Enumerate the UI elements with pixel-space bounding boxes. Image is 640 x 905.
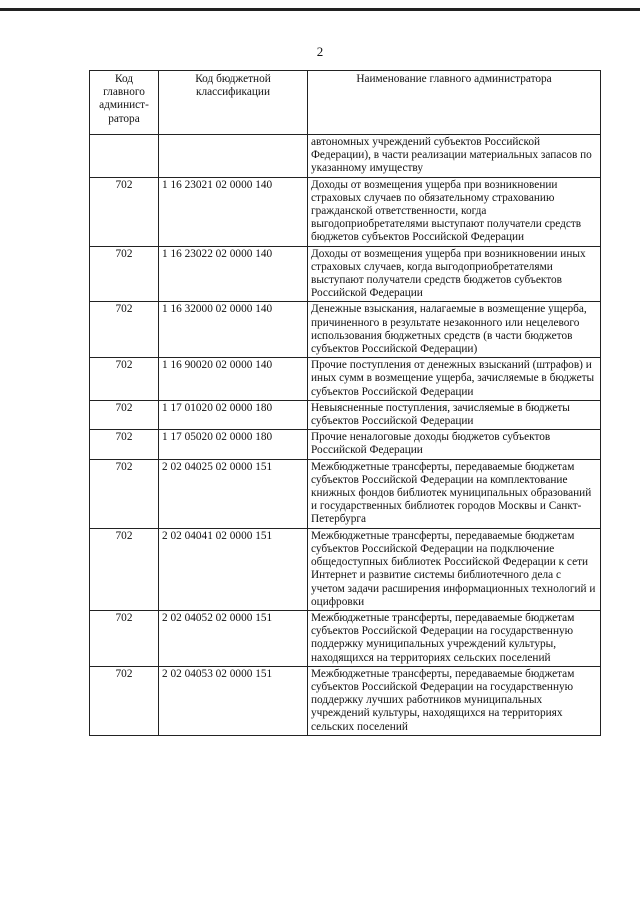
budget-code-cell: 2 02 04053 02 0000 151 <box>159 666 308 735</box>
admin-code-cell: 702 <box>90 177 159 246</box>
admin-code-cell: 702 <box>90 666 159 735</box>
table-row <box>90 135 601 178</box>
table-row <box>90 177 601 246</box>
budget-code-cell: 1 16 90020 02 0000 140 <box>159 358 308 401</box>
admin-code-cell: 702 <box>90 610 159 666</box>
budget-code-cell: 1 16 23021 02 0000 140 <box>159 177 308 246</box>
admin-name-cell: Межбюджетные трансферты, передаваемые бюджетам субъектов Российской Федерации на государственную поддержку лучших работников муниципальных учреждений культуры, находящихся на территориях сельских поселений <box>308 666 601 735</box>
table-row <box>90 610 601 666</box>
table-body <box>90 135 601 736</box>
table-row <box>90 666 601 735</box>
admin-name-cell: Межбюджетные трансферты, передаваемые бюджетам субъектов Российской Федерации на комплектование книжных фондов библиотек муниципальных образований и государственных библиотек городов Москвы и Санкт-Петербурга <box>308 459 601 528</box>
budget-classification-table <box>89 70 601 736</box>
table-row <box>90 400 601 429</box>
admin-name-cell: автономных учреждений субъектов Российской Федерации), в части реализации материальных запасов по указанному имуществу <box>308 135 601 178</box>
table-row <box>90 246 601 302</box>
admin-code-cell: 702 <box>90 302 159 358</box>
admin-code-cell: 702 <box>90 358 159 401</box>
admin-code-cell: 702 <box>90 246 159 302</box>
budget-code-cell: 2 02 04041 02 0000 151 <box>159 528 308 610</box>
header-admin-code: Код главного админист-ратора <box>90 71 159 135</box>
admin-name-cell: Межбюджетные трансферты, передаваемые бюджетам субъектов Российской Федерации на государственную поддержку муниципальных учреждений культуры, находящихся на территориях сельских поселений <box>308 610 601 666</box>
table-row <box>90 528 601 610</box>
budget-code-cell: 2 02 04052 02 0000 151 <box>159 610 308 666</box>
budget-code-cell <box>159 135 308 178</box>
table-row <box>90 459 601 528</box>
table-row <box>90 358 601 401</box>
admin-name-cell: Межбюджетные трансферты, передаваемые бюджетам субъектов Российской Федерации на подключение общедоступных библиотек Российской Федерации к сети Интернет и развитие системы библиотечного дела с учетом задачи расширения информационных технологий и оцифровки <box>308 528 601 610</box>
table-row <box>90 302 601 358</box>
admin-code-cell: 702 <box>90 459 159 528</box>
admin-code-cell: 702 <box>90 430 159 459</box>
budget-code-cell: 2 02 04025 02 0000 151 <box>159 459 308 528</box>
header-admin-name: Наименование главного администратора <box>308 71 601 135</box>
budget-code-cell: 1 17 05020 02 0000 180 <box>159 430 308 459</box>
admin-name-cell: Прочие поступления от денежных взысканий (штрафов) и иных сумм в возмещение ущерба, зачисляемые в бюджеты субъектов Российской Федерации <box>308 358 601 401</box>
budget-code-cell: 1 16 23022 02 0000 140 <box>159 246 308 302</box>
budget-code-cell: 1 17 01020 02 0000 180 <box>159 400 308 429</box>
table-header-row <box>90 71 601 135</box>
table-row <box>90 430 601 459</box>
admin-code-cell: 702 <box>90 400 159 429</box>
admin-name-cell: Прочие неналоговые доходы бюджетов субъектов Российской Федерации <box>308 430 601 459</box>
admin-name-cell: Денежные взыскания, налагаемые в возмещение ущерба, причиненного в результате незаконного или нецелевого использования бюджетных средств (в части бюджетов субъектов Российской Федерации) <box>308 302 601 358</box>
budget-code-cell: 1 16 32000 02 0000 140 <box>159 302 308 358</box>
header-budget-classification: Код бюджетной классификации <box>159 71 308 135</box>
page-number: 2 <box>316 44 324 59</box>
admin-name-cell: Доходы от возмещения ущерба при возникновении страховых случаев по обязательному страхованию гражданской ответственности, когда выгодоприобретателями выступают получатели средств бюджетов субъектов Российской Федерации <box>308 177 601 246</box>
admin-code-cell <box>90 135 159 178</box>
admin-name-cell: Невыясненные поступления, зачисляемые в бюджеты субъектов Российской Федерации <box>308 400 601 429</box>
admin-code-cell: 702 <box>90 528 159 610</box>
admin-name-cell: Доходы от возмещения ущерба при возникновении иных страховых случаев, когда выгодоприобретателями выступают получатели средств бюджетов субъектов Российской Федерации <box>308 246 601 302</box>
top-rule <box>0 8 640 11</box>
